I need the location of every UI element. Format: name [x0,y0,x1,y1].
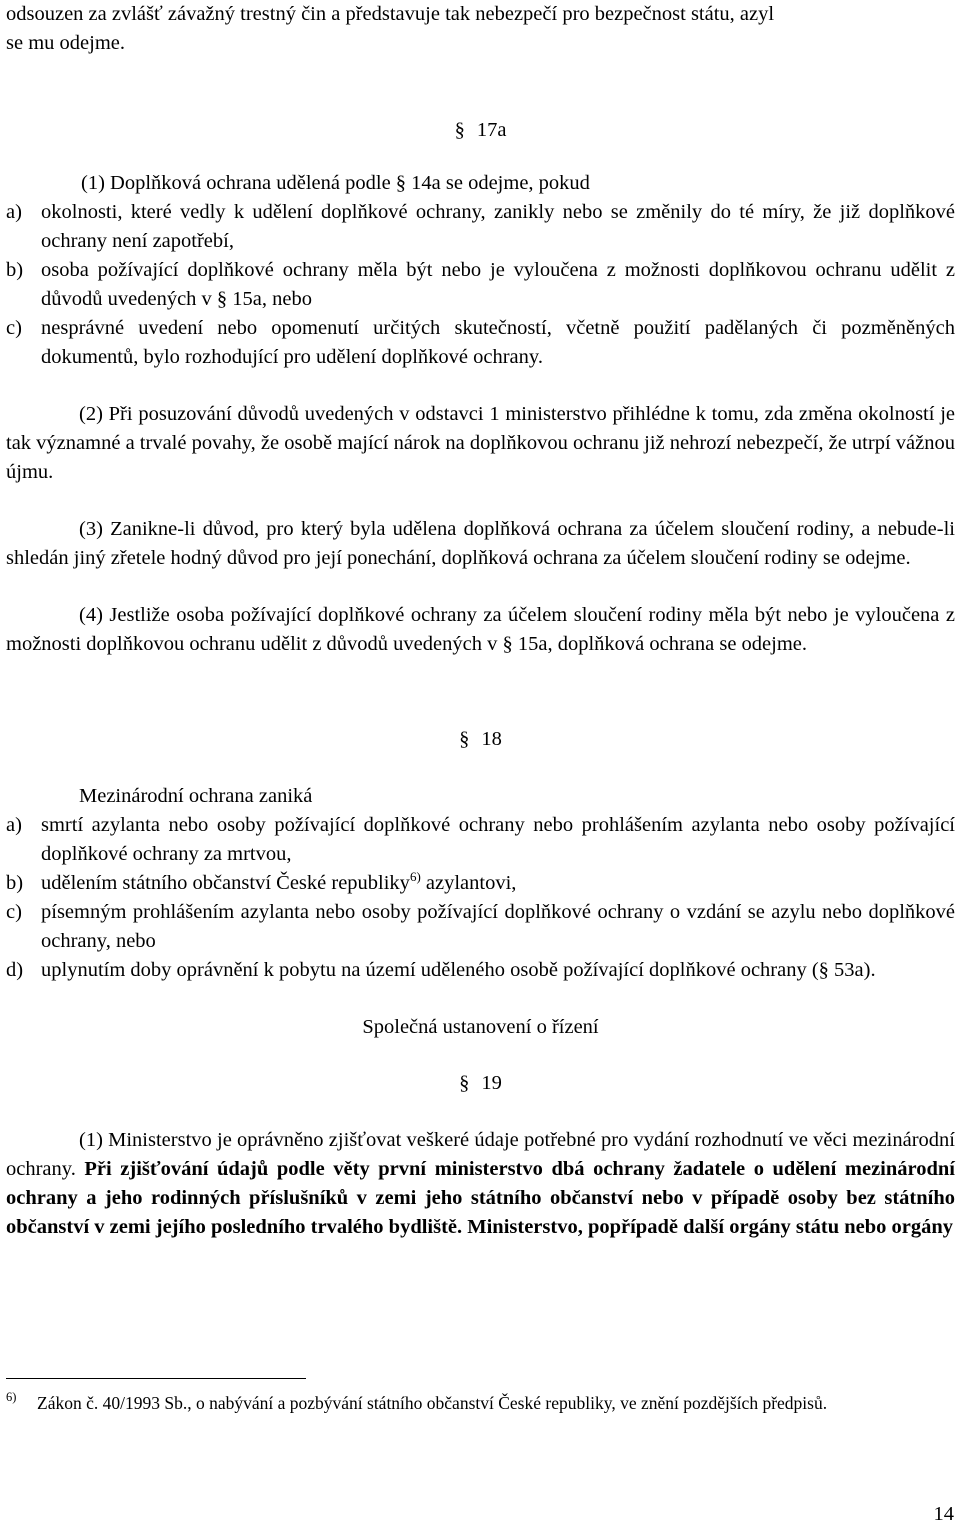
item-marker: c) [6,901,22,923]
section-number: 19 [481,1072,502,1094]
s18-heading: Mezinárodní ochrana zaniká [79,785,313,807]
item-marker: c) [6,317,22,339]
item-marker: b) [6,259,24,281]
item-text: okolnosti, které vedly k udělení doplňkové ochrany, zanikly nebo se změnily do té míry, že již doplňkové ochrany není zapotřebí, [41,201,955,252]
s17a-paragraph-2: (2) Při posuzování důvodů uvedených v odstavci 1 ministerstvo přihlédne k tomu, zda změna okolností je tak významné a trvalé povahy, že osobě mající nárok na doplňkovou ochranu již nehrozí nebezpečí, že utrpí vážnou újmu. [6,403,955,483]
s17a-item-c [6,314,955,372]
item-marker: a) [6,201,22,223]
common-provisions-heading: Společná ustanovení o řízení [362,1016,599,1038]
s19-paragraph-1 [6,1126,955,1242]
item-text: smrtí azylanta nebo osoby požívající doplňkové ochrany nebo prohlášením azylanta nebo osoby požívající doplňkové ochrany za mrtvou, [41,814,955,865]
document-page [6,0,955,1242]
section-number: 17a [476,119,507,141]
item-text: písemným prohlášením azylanta nebo osoby požívající doplňkové ochrany o vzdání se azylu nebo doplňkové ochrany, nebo [41,901,955,952]
item-text: uplynutím doby oprávnění k pobytu na území uděleného osobě požívající doplňkové ochrany (§ 53a). [41,959,876,981]
s17a-paragraph-3: (3) Zanikne-li důvod, pro který byla udělena doplňková ochrana za účelem sloučení rodiny, a nebude-li shledán jiný zřetele hodný důvod pro její ponechání, doplňková ochrana za účelem sloučení rodiny se odejme. [6,518,955,569]
carryover-line-2: se mu odejme. [6,32,125,54]
s17a-item-b [6,256,955,314]
footnote-marker: 6) [6,1390,17,1404]
item-text: udělením státního občanství České republiky [41,872,410,894]
footnote-separator [6,1378,306,1379]
item-text: nesprávné uvedení nebo opomenutí určitých skutečností, včetně použití padělaných či pozměněných dokumentů, bylo rozhodující pro udělení doplňkové ochrany. [41,317,955,368]
section-number: 18 [481,728,502,750]
s18-item-c [6,898,955,956]
s17a-item-a [6,198,955,256]
carryover-line-1: odsouzen za zvlášť závažný trestný čin a představuje tak nebezpečí pro bezpečnost státu, azyl [6,3,775,25]
section-symbol: § [454,119,465,141]
s17a-paragraph-1-intro: (1) Doplňková ochrana udělená podle § 14a se odejme, pokud [81,172,590,194]
section-symbol: § [459,1072,470,1094]
footnote-text: Zákon č. 40/1993 Sb., o nabývání a pozbývání státního občanství České republiky, ve znění pozdějších předpisů. [37,1393,828,1413]
s19-paragraph-1-normal: (1) Ministerstvo je oprávněno zjišťovat veškeré údaje potřebné pro vydání rozhodnutí ve věci mezinárodní ochrany. [6,1129,955,1180]
section-17a-title [6,116,955,145]
s19-paragraph-1-bold: Při zjišťování údajů podle věty první ministerstvo dbá ochrany žadatele o udělení mezinárodní ochrany a jeho rodinných příslušníků v zemi jeho státního občanství nebo v případě osoby bez státního občanství v zemi jejího posledního trvalého bydliště. Ministerstvo, popřípadě další orgány státu nebo orgány [6,1158,955,1238]
s17a-paragraph-4: (4) Jestliže osoba požívající doplňkové ochrany za účelem sloučení rodiny měla být nebo je vyloučena z možnosti doplňkovou ochranu udělit z důvodů uvedených v § 15a, doplňková ochrana se odejme. [6,604,955,655]
section-18-title [6,725,955,754]
footnote [6,1389,955,1417]
page-number: 14 [933,1503,954,1525]
s18-item-d [6,956,955,985]
section-symbol: § [459,728,470,750]
footnote-reference: 6) [409,869,421,884]
item-marker: a) [6,814,22,836]
s18-item-a [6,811,955,869]
carryover-paragraph [6,0,955,58]
item-text-tail: azylantovi, [420,872,517,894]
section-19-title [6,1069,955,1098]
item-marker: b) [6,872,24,894]
s18-item-b [6,869,955,898]
item-marker: d) [6,959,24,981]
item-text: osoba požívající doplňkové ochrany měla být nebo je vyloučena z možnosti doplňkovou ochranu udělit z důvodů uvedených v § 15a, nebo [41,259,955,310]
